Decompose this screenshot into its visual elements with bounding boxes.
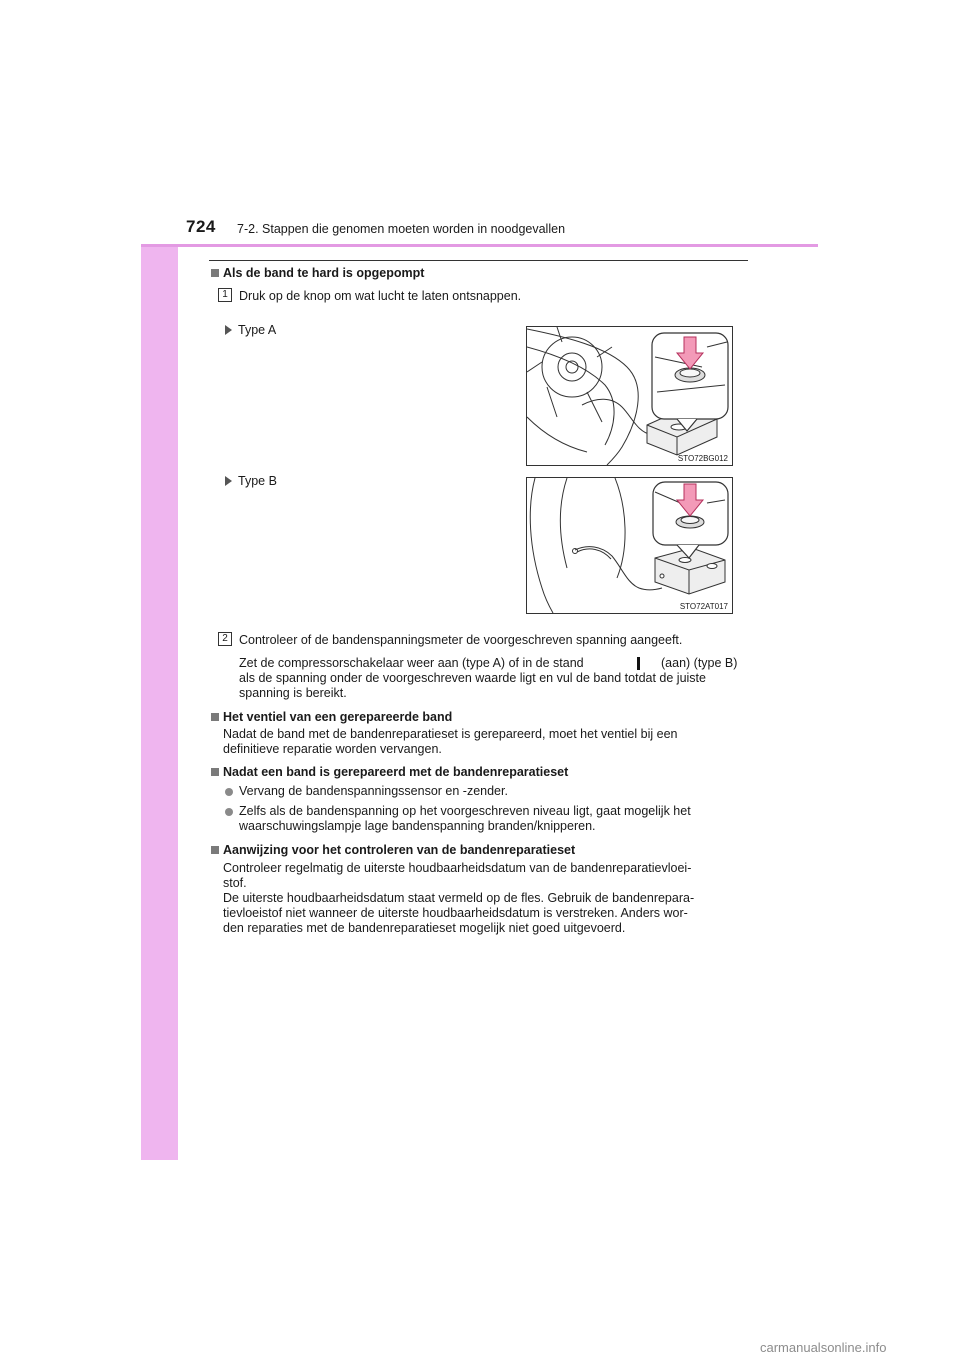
triangle-bullet-icon [225, 476, 232, 486]
tire-compressor-illustration [527, 327, 732, 465]
paragraph-line: tievloeistof niet wanneer de uiterste houdbaarheidsdatum is verstreken. Anders wor- [223, 906, 688, 920]
bullet-text: Vervang de bandenspanningssensor en -zender. [239, 784, 508, 798]
step-note: (aan) (type B) [661, 656, 738, 670]
sidebar-tab [141, 196, 178, 1160]
header-rule [141, 244, 818, 247]
bullet-dot-icon [225, 788, 233, 796]
step-note: Zet de compressorschakelaar weer aan (type A) of in de stand [239, 656, 584, 670]
section-marker-icon [211, 846, 219, 854]
section-marker-icon [211, 269, 219, 277]
figure-code: STO72BG012 [677, 454, 728, 463]
header-background [141, 196, 818, 246]
paragraph-line: definitieve reparatie worden vervangen. [223, 742, 442, 756]
paragraph-line: den reparaties met de bandenreparatieset mogelijk niet goed uitgevoerd. [223, 921, 626, 935]
section-heading: Het ventiel van een gerepareerde band [223, 710, 453, 724]
watermark-logo: carmanualsonline.info [760, 1340, 887, 1355]
step-number-badge: 1 [218, 288, 232, 302]
figure-code: STO72AT017 [679, 602, 728, 611]
bullet-dot-icon [225, 808, 233, 816]
paragraph-line: De uiterste houdbaarheidsdatum staat vermeld op de fles. Gebruik de bandenrepara- [223, 891, 695, 905]
page-number: 724 [186, 217, 216, 236]
bullet-text: Zelfs als de bandenspanning op het voorgeschreven niveau ligt, gaat mogelijk het [239, 804, 691, 818]
paragraph-line: Controleer regelmatig de uiterste houdbaarheidsdatum van de bandenreparatievloei- [223, 861, 692, 875]
illustration-type-a [526, 326, 733, 466]
step-text: Controleer of de bandenspanningsmeter de voorgeschreven spanning aangeeft. [239, 633, 683, 647]
triangle-bullet-icon [225, 325, 232, 335]
paragraph-line: Nadat de band met de bandenreparatieset is gerepareerd, moet het ventiel bij een [223, 727, 678, 741]
bullet-text: waarschuwingslampje lage bandenspanning branden/knipperen. [239, 819, 596, 833]
section-heading: Aanwijzing voor het controleren van de bandenreparatieset [223, 843, 576, 857]
section-heading: Nadat een band is gerepareerd met de bandenreparatieset [223, 765, 569, 779]
section-divider [209, 260, 748, 261]
section-marker-icon [211, 768, 219, 776]
paragraph-line: stof. [223, 876, 247, 890]
tire-compressor-illustration [527, 478, 732, 613]
section-heading: Als de band te hard is opgepompt [223, 266, 425, 280]
step-note: als de spanning onder de voorgeschreven waarde ligt en vul de band totdat de juiste [239, 671, 706, 685]
illustration-type-b [526, 477, 733, 614]
section-marker-icon [211, 713, 219, 721]
step-text: Druk op de knop om wat lucht te laten ontsnappen. [239, 289, 522, 303]
type-label: Type B [238, 474, 277, 488]
chapter-title: 7-2. Stappen die genomen moeten worden in noodgevallen [237, 222, 566, 236]
step-note: spanning is bereikt. [239, 686, 347, 700]
type-label: Type A [238, 323, 277, 337]
on-position-symbol-icon [637, 657, 640, 670]
step-number-badge: 2 [218, 632, 232, 646]
